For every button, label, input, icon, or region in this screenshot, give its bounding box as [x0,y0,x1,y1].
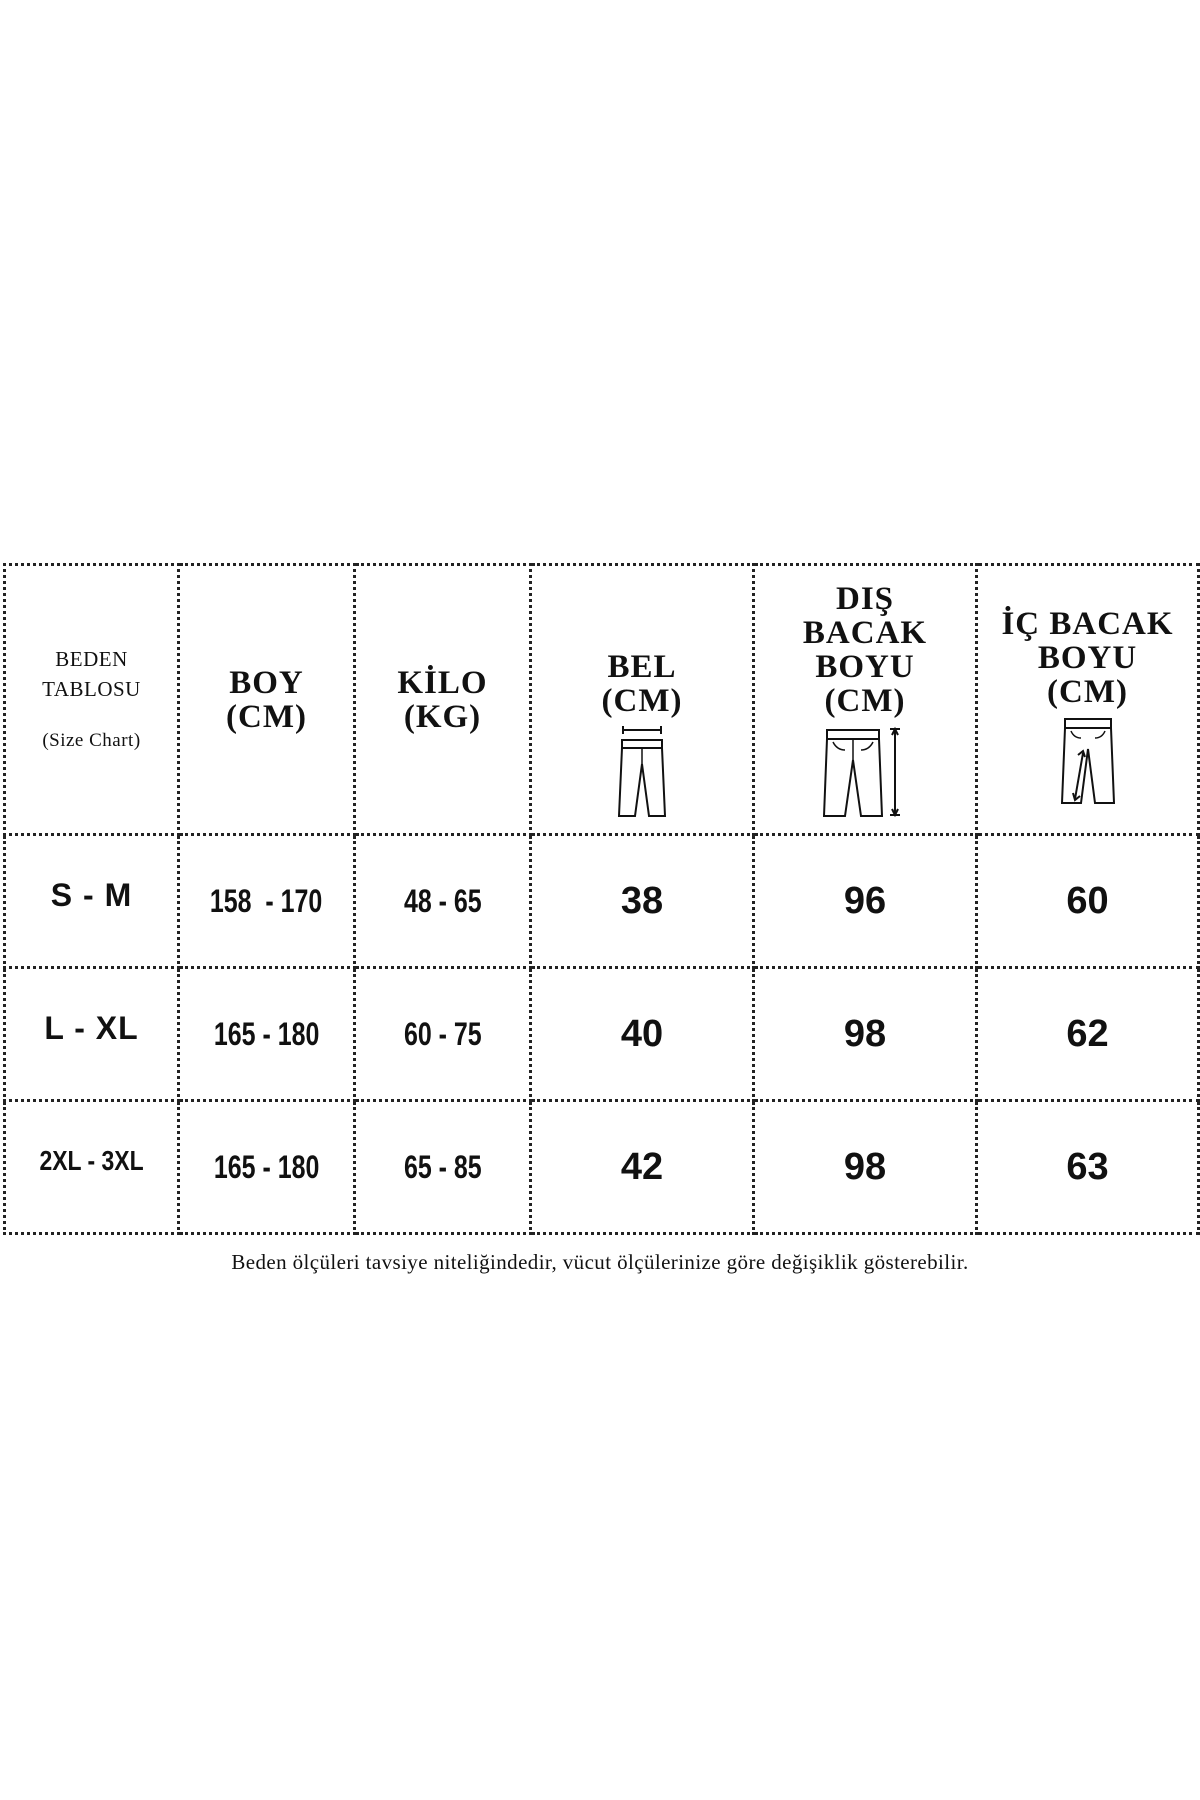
cell-kilo [355,1101,531,1234]
cell-kilo [355,968,531,1101]
size-label-line1: BEDEN [55,646,128,671]
header-ic-bacak [977,565,1199,835]
bel-value: 42 [620,1145,664,1188]
header-ic-bacak-line3: (CM) [1047,673,1128,710]
kilo-value: 48 - 65 [403,882,482,919]
header-bel [531,565,754,835]
header-ic-bacak-line1: İÇ BACAK [1001,605,1174,642]
header-bel-line2: (CM) [601,682,683,719]
cell-ic-bacak [977,1101,1199,1234]
dis-bacak-value: 98 [843,1012,887,1055]
cell-bel [531,1101,754,1234]
size-value: L - XL [44,1009,139,1046]
cell-dis-bacak [754,968,977,1101]
size-label-line2: TABLOSU [42,676,141,701]
cell-ic-bacak [977,835,1199,968]
dis-bacak-value: 96 [843,879,887,922]
header-bel-line1: BEL [607,648,677,685]
cell-bel [531,968,754,1101]
header-kilo [355,565,531,835]
size-value: S - M [50,876,133,913]
dis-bacak-value: 98 [843,1145,887,1188]
cell-dis-bacak [754,1101,977,1234]
boy-value: 165 - 180 [213,1148,320,1185]
ic-bacak-value: 62 [1066,1012,1109,1055]
pants-outseam-measure-icon [823,726,907,818]
header-boy [179,565,355,835]
header-dis-bacak-line3: BOYU [815,648,915,685]
header-boy-line1: BOY [229,664,304,701]
size-label-cell [5,565,179,835]
boy-value: 165 - 180 [213,1015,320,1052]
cell-boy [179,1101,355,1234]
boy-value: 158 - 170 [210,882,323,919]
cell-kilo [355,835,531,968]
cell-dis-bacak [754,835,977,968]
cell-bel [531,835,754,968]
cell-size [5,835,179,968]
header-kilo-line2: (KG) [403,698,482,735]
bel-value: 38 [620,879,664,922]
size-chart-table [3,563,1200,1235]
disclaimer-text: Beden ölçüleri tavsiye niteliğindedir, vücut ölçülerinize göre değişiklik gösterebilir. [231,1250,969,1274]
cell-ic-bacak [977,968,1199,1101]
cell-size [5,1101,179,1234]
header-dis-bacak-line1: DIŞ [835,580,895,617]
table-row [5,835,1199,968]
size-label-sub: (Size Chart) [42,729,141,751]
ic-bacak-value: 60 [1066,879,1109,922]
header-boy-line2: (CM) [226,698,307,735]
kilo-value: 60 - 75 [403,1015,482,1052]
header-dis-bacak [754,565,977,835]
header-dis-bacak-line2: BACAK [802,614,928,651]
cell-boy [179,835,355,968]
ic-bacak-value: 63 [1066,1145,1109,1188]
size-value: 2XL - 3XL [39,1145,144,1176]
header-dis-bacak-line4: (CM) [824,682,906,719]
kilo-value: 65 - 85 [403,1148,482,1185]
table-row [5,968,1199,1101]
header-ic-bacak-line2: BOYU [1037,639,1138,676]
pants-inseam-measure-icon [1061,717,1115,805]
pants-waist-measure-icon [617,726,667,818]
table-row [5,1101,1199,1234]
cell-size [5,968,179,1101]
table-header-row [5,565,1199,835]
cell-boy [179,968,355,1101]
bel-value: 40 [620,1012,664,1055]
header-kilo-line1: KİLO [397,664,488,701]
